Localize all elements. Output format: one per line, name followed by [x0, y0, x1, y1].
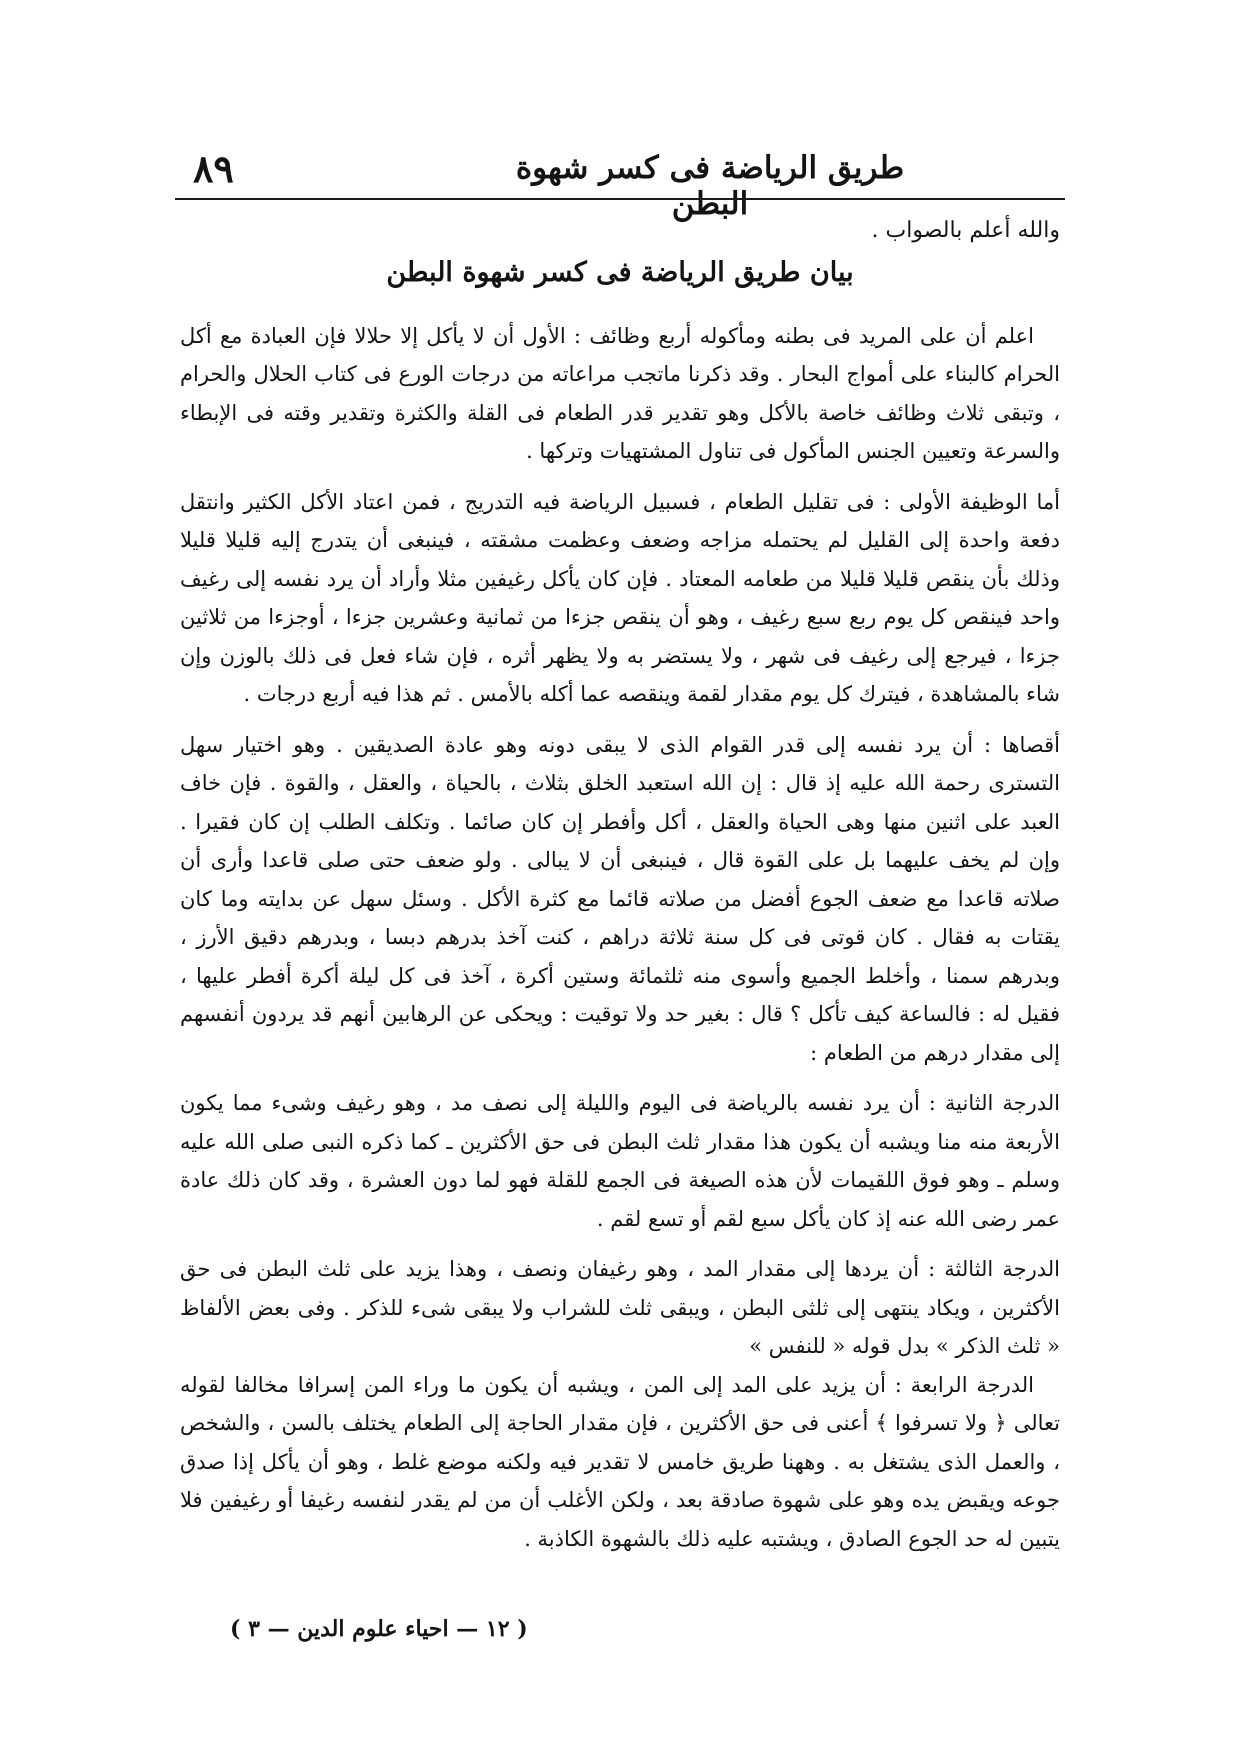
paragraph: أقصاها : أن يرد نفسه إلى قدر القوام الذى لا يبقى دونه وهو عادة الصديقين . وهو اختيار سهل التسترى رحمة الله عليه إذ قال : إن الله استعبد الخلق بثلاث ، بالحياة ، والعقل ، والقوة . فإن خاف العبد على اثنين منها وهى الحياة والعقل ، أكل وأفطر إن كان صائما . وتكلف الطلب إن كان فقيرا . وإن لم يخف عليهما بل على القوة قال ، فينبغى أن لا يبالى . ولو ضعف حتى صلى قاعدا وأرى أن صلاته قاعدا مع ضعف الجوع أفضل من صلاته قائما مع كثرة الأكل . وسئل سهل عن بدايته وما كان يقتات به فقال . كان قوتى فى كل سنة ثلاثة دراهم ، كنت آخذ بدرهم دبسا ، وبدرهم دقيق الأرز ، وبدرهم سمنا ، وأخلط الجميع وأسوى منه ثلثمائة وستين أكرة ، آخذ فى كل ليلة أكرة أفطر عليها ، فقيل له : فالساعة كيف تأكل ؟ قال : بغير حد ولا توقيت : ويحكى عن الرهابين أنهم قد يردون أنفسهم إلى مقدار درهم من الطعام : — [180, 732, 1060, 1065]
page-body — [180, 212, 1060, 1558]
paragraph: الدرجة الثانية : أن يرد نفسه بالرياضة فى اليوم والليلة إلى نصف مد ، وهو رغيف وشىء مما يكون الأربعة منه منا ويشبه أن يكون هذا مقدار ثلث البطن فى حق الأكثرين ـ كما ذكره النبى صلى الله عليه وسلم ـ وهو فوق اللقيمات لأن هذه الصيغة فى الجمع للقلة فهو لما دون العشرة ، وقد كان ذلك عادة عمر رضى الله عنه إذ كان يأكل سبع لقم أو تسع لقم . — [180, 1091, 1060, 1231]
closing-line: والله أعلم بالصواب . — [871, 218, 1060, 243]
paragraph: اعلم أن على المريد فى بطنه ومأكوله أربع وظائف : الأول أن لا يأكل إلا حلالا فإن العبادة مع أكل الحرام كالبناء على أمواج البحار . وقد ذكرنا ماتجب مراعاته من درجات الورع فى كتاب الحلال والحرام ، وتبقى ثلاث وظائف خاصة بالأكل وهو تقدير قدر الطعام فى القلة والكثرة وتقدير وقته فى الإبطاء والسرعة وتعيين الجنس المأكول فى تناول المشتهيات وتركها . — [180, 323, 1060, 463]
page-number: ٨٩ — [193, 146, 234, 191]
page-header — [175, 140, 1065, 222]
running-title: طريق الرياضة فى كسر شهوة البطن — [515, 150, 905, 222]
paragraph: الدرجة الثالثة : أن يردها إلى مقدار المد ، وهو رغيفان ونصف ، وهذا يزيد على ثلث البطن فى حق الأكثرين ، ويكاد ينتهى إلى ثلثى البطن ، ويبقى ثلث للشراب ولا يبقى شىء للذكر . وفى بعض الألفاظ « ثلث الذكر » بدل قوله « للنفس » — [180, 1257, 1060, 1358]
header-divider — [175, 198, 1065, 200]
page-footer-signature: ( ١٢ — احياء علوم الدين — ٣ ) — [230, 1616, 528, 1642]
paragraph: أما الوظيفة الأولى : فى تقليل الطعام ، فسبيل الرياضة فيه التدريج ، فمن اعتاد الأكل الكثير وانتقل دفعة واحدة إلى القليل لم يحتمله مزاجه وضعف وعظمت مشقته ، فينبغى أن يتدرج إليه قليلا قليلا وذلك بأن ينقص قليلا قليلا من طعامه المعتاد . فإن كان يأكل رغيفين مثلا وأراد أن يرد نفسه إلى رغيف واحد فينقص كل يوم ربع سبع رغيف ، وهو أن ينقص جزءا من ثمانية وعشرين جزءا ، أوجزءا من ثلاثين جزءا ، فيرجع إلى رغيف فى شهر ، ولا يستضر به ولا يظهر أثره ، فإن شاء فعل فى ذلك بالوزن وإن شاء بالمشاهدة ، فيترك كل يوم مقدار لقمة وينقصه عما أكله بالأمس . ثم هذا فيه أربع درجات . — [180, 489, 1060, 706]
section-heading: بيان طريق الرياضة فى كسر شهوة البطن — [386, 256, 854, 288]
paragraph: الدرجة الرابعة : أن يزيد على المد إلى المن ، ويشبه أن يكون ما وراء المن إسرافا مخالفا لقوله تعالى ﴿ ولا تسرفوا ﴾ أعنى فى حق الأكثرين ، فإن مقدار الحاجة إلى الطعام يختلف بالسن ، والشخص ، والعمل الذى يشتغل به . وههنا طريق خامس لا تقدير فيه ولكنه موضع غلط ، وهو أن يأكل إذا صدق جوعه ويقبض يده وهو على شهوة صادقة بعد ، ولكن الأغلب أن من لم يقدر لنفسه رغيفا أو رغيفين فلا يتبين له حد الجوع الصادق ، ويشتبه عليه ذلك بالشهوة الكاذبة . — [180, 1372, 1060, 1551]
